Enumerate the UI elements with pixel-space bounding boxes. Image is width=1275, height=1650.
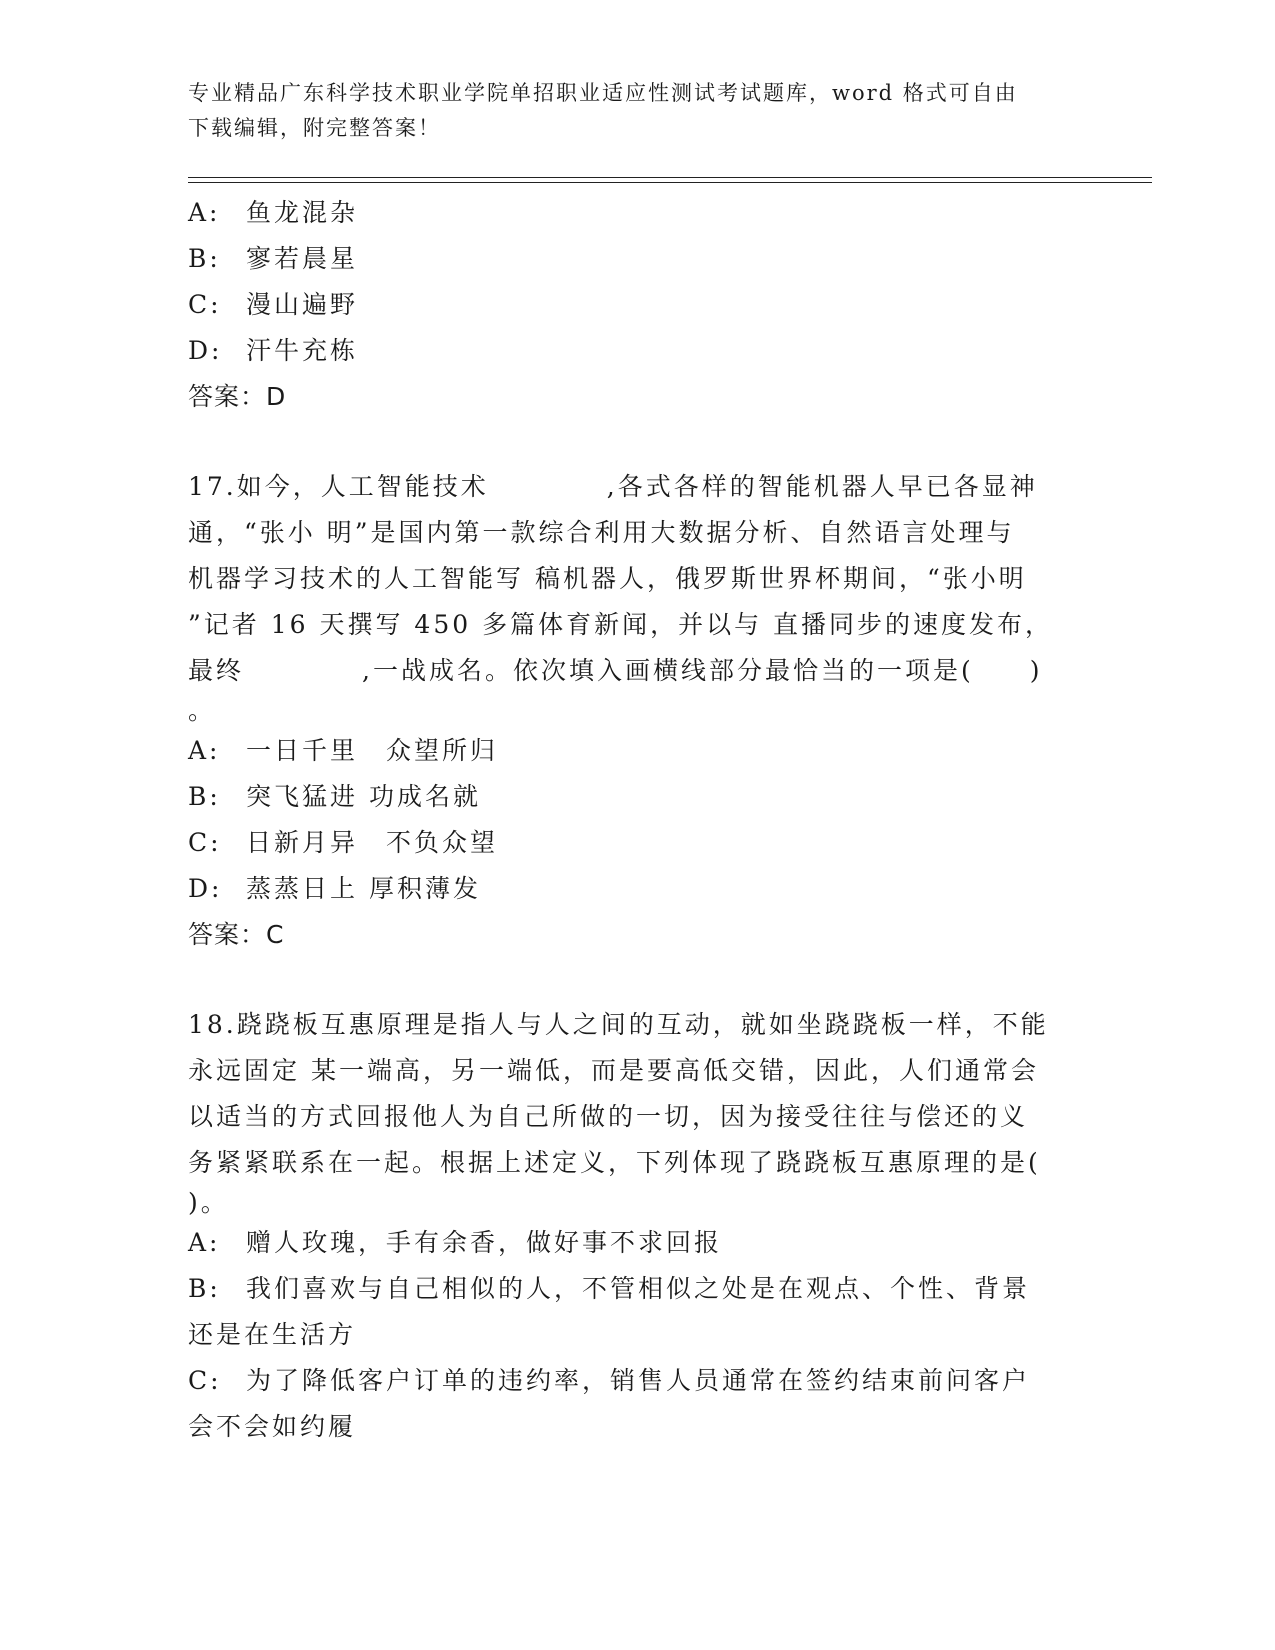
option-label: C:: [188, 290, 222, 319]
answer-17: 答案：C: [188, 920, 285, 949]
question-16-options: [188, 190, 1088, 374]
option-line: [188, 1266, 1088, 1312]
header-line-1: 专业精品广东科学技术职业学院单招职业适应性测试考试题库，word 格式可自由: [188, 81, 1018, 105]
option-label: A:: [188, 736, 221, 765]
question-content: [188, 190, 1088, 1450]
question-line: )。: [188, 1188, 229, 1217]
question-text: 最终: [188, 656, 245, 685]
option-d: [188, 328, 1088, 374]
option-label: C:: [188, 828, 222, 857]
question-line: 18.跷跷板互惠原理是指人与人之间的互动，就如坐跷跷板一样，不能: [188, 1010, 1049, 1039]
option-c: [188, 1358, 1088, 1450]
question-line: [188, 464, 1088, 510]
answer-16: 答案：D: [188, 382, 287, 411]
header-rule-top: [188, 177, 1152, 178]
option-d: [188, 866, 1088, 912]
option-b: [188, 1266, 1088, 1358]
question-text: 17.如今，人工智能技术: [188, 472, 489, 501]
page-header: [188, 76, 1068, 146]
option-text: 一日千里 众望所归: [246, 736, 499, 765]
option-label: B:: [188, 244, 221, 273]
option-a: [188, 728, 1088, 774]
question-line: 永远固定 某一端高，另一端低，而是要高低交错，因此，人们通常会: [188, 1056, 1039, 1085]
question-text: ,各式各样的智能机器人早已各显神: [606, 472, 1038, 501]
option-label: A:: [188, 1228, 221, 1257]
option-continuation: 会不会如约履: [188, 1412, 357, 1441]
question-line: ”记者 16 天撰写 450 多篇体育新闻，并以与 直播同步的速度发布，: [188, 610, 1054, 639]
option-label: C:: [188, 1366, 222, 1395]
question-line: 机器学习技术的人工智能写 稿机器人，俄罗斯世界杯期间，“张小明: [188, 564, 1027, 593]
option-label: B:: [188, 1274, 221, 1303]
question-text: ,一战成名。依次填入画横线部分最恰当的一项是( ): [362, 656, 1043, 685]
option-c: [188, 282, 1088, 328]
option-b: [188, 236, 1088, 282]
option-line: [188, 1358, 1088, 1404]
option-b: [188, 774, 1088, 820]
option-continuation: 还是在生活方: [188, 1320, 357, 1349]
question-line: [188, 648, 1088, 694]
header-rule-bottom: [188, 182, 1152, 183]
question-18: [188, 1002, 1088, 1450]
question-17: [188, 464, 1088, 958]
option-text: 我们喜欢与自己相似的人，不管相似之处是在观点、个性、背景: [246, 1274, 1031, 1303]
question-line: 以适当的方式回报他人为自己所做的一切，因为接受往往与偿还的义: [188, 1102, 1029, 1131]
option-text: 日新月异 不负众望: [246, 828, 499, 857]
header-line-2: 下载编辑，附完整答案！: [188, 116, 441, 140]
option-text: 蒸蒸日上 厚积薄发: [246, 874, 481, 903]
option-text: 突飞猛进 功成名就: [246, 782, 481, 811]
option-a: [188, 1220, 1088, 1266]
option-label: D:: [188, 874, 223, 903]
option-text: 赠人玫瑰，手有余香，做好事不求回报: [246, 1228, 723, 1257]
option-a: [188, 190, 1088, 236]
option-label: B:: [188, 782, 221, 811]
option-c: [188, 820, 1088, 866]
option-text: 为了降低客户订单的违约率，销售人员通常在签约结束前问客户: [246, 1366, 1031, 1395]
option-text: 漫山遍野: [246, 290, 359, 319]
question-line: 。: [188, 696, 217, 725]
option-label: D:: [188, 336, 223, 365]
question-line: 务紧紧联系在一起。根据上述定义，下列体现了跷跷板互惠原理的是(: [188, 1148, 1041, 1177]
question-line: 通，“张小 明”是国内第一款综合利用大数据分析、自然语言处理与: [188, 518, 1015, 547]
option-text: 汗牛充栋: [246, 336, 359, 365]
option-text: 鱼龙混杂: [246, 198, 359, 227]
option-label: A:: [188, 198, 221, 227]
option-text: 寥若晨星: [246, 244, 359, 273]
